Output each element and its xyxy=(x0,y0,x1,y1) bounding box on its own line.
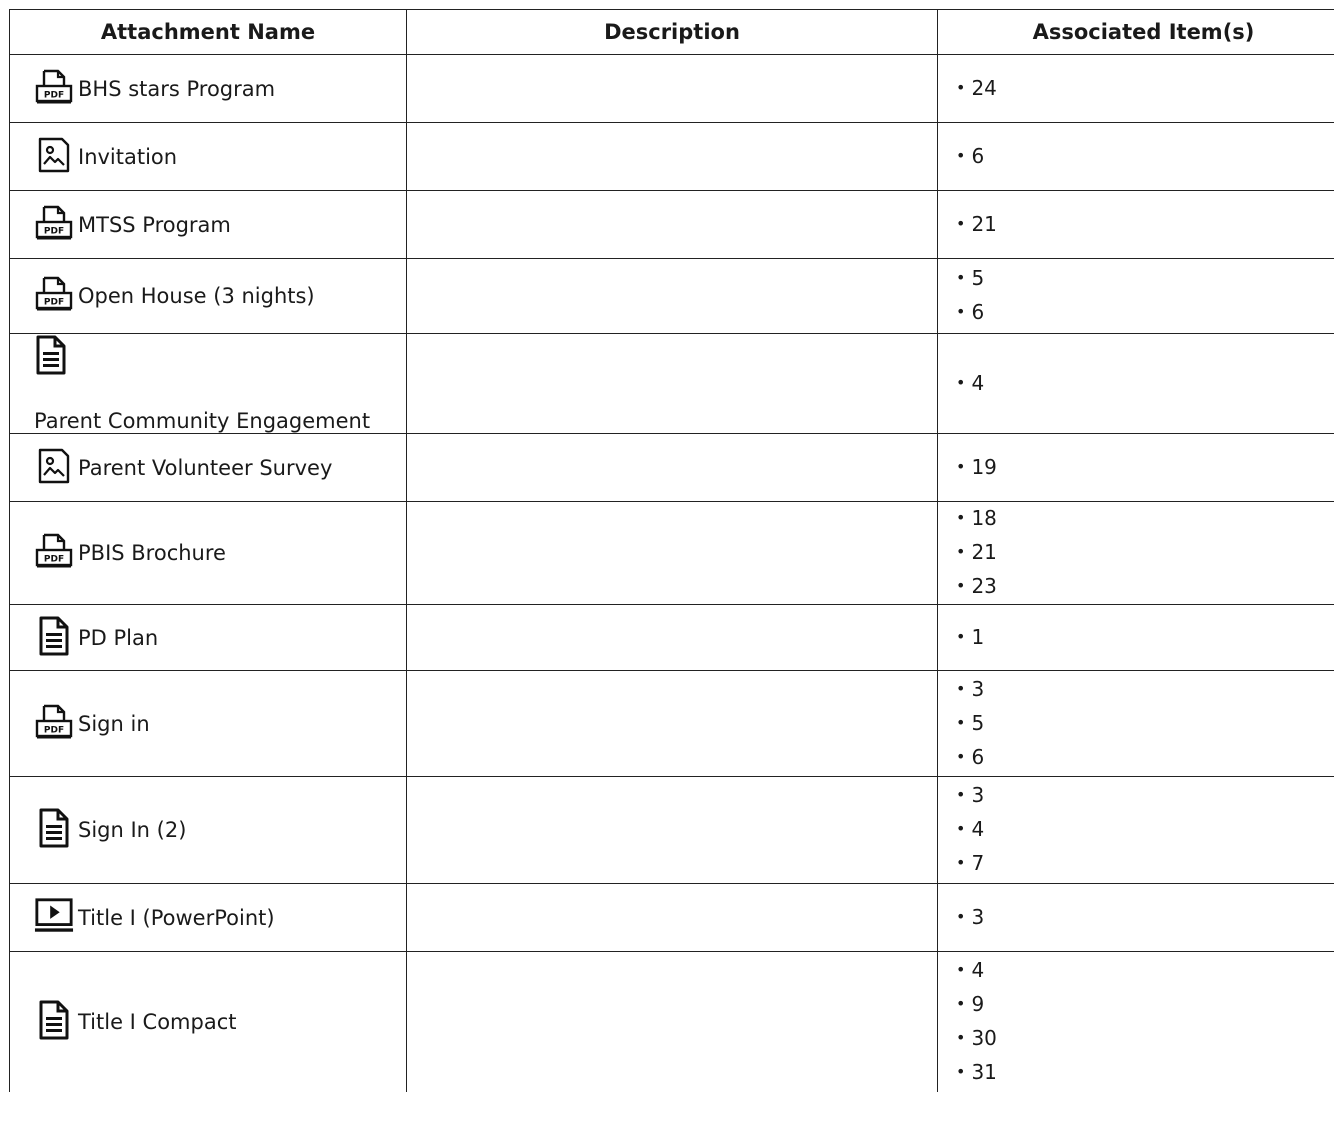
attachment-name-cell xyxy=(10,777,407,884)
description-cell xyxy=(407,191,938,259)
associated-item: • 24 xyxy=(956,72,1334,106)
pdf-icon xyxy=(34,702,74,742)
description-cell xyxy=(407,334,938,434)
associated-item: • 6 xyxy=(956,296,1334,330)
svg-text:PDF: PDF xyxy=(43,90,65,100)
table-row xyxy=(10,605,1334,671)
associated-items-cell xyxy=(938,191,1334,259)
associated-item: • 18 xyxy=(956,502,1334,536)
associated-items-list xyxy=(956,451,1334,485)
attachment-name-cell xyxy=(10,884,407,952)
associated-item: • 31 xyxy=(956,1056,1334,1090)
associated-item: • 6 xyxy=(956,741,1334,775)
pdf-icon xyxy=(34,531,74,571)
pdf-icon xyxy=(34,67,74,107)
table-row xyxy=(10,123,1334,191)
associated-item: • 21 xyxy=(956,536,1334,570)
associated-items-cell xyxy=(938,777,1334,884)
svg-text:PDF: PDF xyxy=(43,554,65,565)
associated-items-list xyxy=(956,502,1334,604)
attachment-name-cell xyxy=(10,605,407,671)
attachment-name: BHS stars Program xyxy=(78,76,276,101)
pdf-icon-graphic xyxy=(35,69,73,105)
associated-items-cell xyxy=(938,334,1334,434)
header-attachment-name: Attachment Name xyxy=(10,10,407,55)
description-cell xyxy=(407,605,938,671)
attachment-name: Parent Community Engagement xyxy=(34,408,371,433)
attachment-name: Open House (3 nights) xyxy=(78,284,315,308)
document-icon xyxy=(34,335,74,375)
description-cell xyxy=(407,952,938,1092)
pdf-icon-graphic xyxy=(35,533,73,569)
document-icon-graphic xyxy=(37,1000,71,1040)
image-icon-graphic xyxy=(36,136,72,174)
associated-item: • 21 xyxy=(956,208,1334,242)
table-row xyxy=(10,777,1334,884)
attachment-name-cell xyxy=(10,434,407,502)
description-cell xyxy=(407,502,938,605)
pdf-icon-graphic xyxy=(35,704,73,740)
attachment-name-cell xyxy=(10,671,407,777)
attachment-link[interactable] xyxy=(34,137,406,177)
pdf-icon xyxy=(34,274,74,314)
svg-text:PDF: PDF xyxy=(43,297,65,308)
associated-items-list xyxy=(956,72,1334,106)
table-row xyxy=(10,952,1334,1092)
attachment-link[interactable] xyxy=(34,276,406,316)
attachment-link[interactable] xyxy=(34,205,406,245)
attachment-link[interactable] xyxy=(34,1002,406,1042)
attachment-name: Invitation xyxy=(78,144,178,169)
attachment-name: PD Plan xyxy=(78,625,159,650)
attachment-name: Sign in xyxy=(78,711,150,736)
associated-items-cell xyxy=(938,884,1334,952)
description-cell xyxy=(407,884,938,952)
attachment-name-cell xyxy=(10,55,407,123)
attachment-name-cell xyxy=(10,502,407,605)
document-icon xyxy=(34,808,74,848)
document-icon-graphic xyxy=(34,335,68,375)
document-icon xyxy=(34,616,74,656)
associated-items-cell xyxy=(938,952,1334,1092)
table-row xyxy=(10,884,1334,952)
description-cell xyxy=(407,123,938,191)
associated-item: • 7 xyxy=(956,847,1334,881)
attachment-name: PBIS Brochure xyxy=(78,541,226,565)
document-icon-graphic xyxy=(37,616,71,656)
presentation-icon xyxy=(34,896,74,936)
associated-items-cell xyxy=(938,55,1334,123)
header-associated-items: Associated Item(s) xyxy=(938,10,1334,55)
associated-items-list xyxy=(956,673,1334,775)
associated-item: • 23 xyxy=(956,570,1334,604)
associated-item: • 19 xyxy=(956,451,1334,485)
associated-item: • 3 xyxy=(956,901,1334,935)
description-cell xyxy=(407,777,938,884)
associated-items-list xyxy=(956,262,1334,330)
associated-item: • 4 xyxy=(956,954,1334,988)
attachment-link[interactable] xyxy=(34,335,406,433)
attachment-link[interactable] xyxy=(34,810,406,850)
associated-items-cell xyxy=(938,502,1334,605)
associated-items-list xyxy=(956,140,1334,174)
associated-items-list xyxy=(956,954,1334,1090)
associated-items-cell xyxy=(938,671,1334,777)
attachment-name: Sign In (2) xyxy=(78,818,187,842)
associated-items-cell xyxy=(938,605,1334,671)
image-icon xyxy=(34,446,74,486)
associated-item: • 9 xyxy=(956,988,1334,1022)
document-icon-graphic xyxy=(37,808,71,848)
attachment-link[interactable] xyxy=(34,69,406,109)
image-icon xyxy=(34,135,74,175)
associated-items-list xyxy=(956,208,1334,242)
header-description: Description xyxy=(407,10,938,55)
pdf-icon-graphic xyxy=(35,205,73,241)
svg-text:PDF: PDF xyxy=(43,226,65,236)
associated-item: • 4 xyxy=(956,813,1334,847)
image-icon-graphic xyxy=(36,447,72,485)
attachment-name-cell xyxy=(10,334,407,434)
attachment-link[interactable] xyxy=(34,898,406,938)
attachment-name: Parent Volunteer Survey xyxy=(78,455,333,480)
attachment-name-cell xyxy=(10,123,407,191)
associated-item: • 5 xyxy=(956,707,1334,741)
associated-item: • 1 xyxy=(956,621,1334,655)
attachment-link[interactable] xyxy=(34,533,406,573)
associated-item: • 6 xyxy=(956,140,1334,174)
associated-item: • 5 xyxy=(956,262,1334,296)
pdf-icon xyxy=(34,203,74,243)
associated-item: • 4 xyxy=(956,367,1334,401)
document-icon xyxy=(34,1000,74,1040)
attachment-name: Title I (PowerPoint) xyxy=(78,905,275,930)
attachment-name: MTSS Program xyxy=(78,212,231,237)
attachment-link[interactable] xyxy=(34,448,406,488)
description-cell xyxy=(407,671,938,777)
attachment-link[interactable] xyxy=(34,618,406,658)
associated-items-cell xyxy=(938,123,1334,191)
associated-items-list xyxy=(956,901,1334,935)
description-cell xyxy=(407,434,938,502)
table-row xyxy=(10,334,1334,434)
description-cell xyxy=(407,259,938,334)
table-row xyxy=(10,55,1334,123)
associated-items-list xyxy=(956,621,1334,655)
attachment-name: Title I Compact xyxy=(78,1009,237,1034)
associated-item: • 30 xyxy=(956,1022,1334,1056)
associated-items-cell xyxy=(938,434,1334,502)
table-row xyxy=(10,502,1334,605)
pdf-icon-graphic xyxy=(35,276,73,312)
table-row xyxy=(10,434,1334,502)
table-header-row xyxy=(10,10,1334,55)
attachment-name-cell xyxy=(10,191,407,259)
associated-items-list xyxy=(956,367,1334,401)
table-row xyxy=(10,671,1334,777)
attachment-name-cell xyxy=(10,952,407,1092)
attachment-link[interactable] xyxy=(34,704,406,744)
svg-text:PDF: PDF xyxy=(43,725,65,735)
description-cell xyxy=(407,55,938,123)
presentation-icon-graphic xyxy=(34,897,74,935)
table-row xyxy=(10,259,1334,334)
attachments-table xyxy=(9,9,1334,1092)
associated-item: • 3 xyxy=(956,779,1334,813)
associated-items-list xyxy=(956,779,1334,881)
attachment-name-cell xyxy=(10,259,407,334)
associated-items-cell xyxy=(938,259,1334,334)
table-row xyxy=(10,191,1334,259)
associated-item: • 3 xyxy=(956,673,1334,707)
